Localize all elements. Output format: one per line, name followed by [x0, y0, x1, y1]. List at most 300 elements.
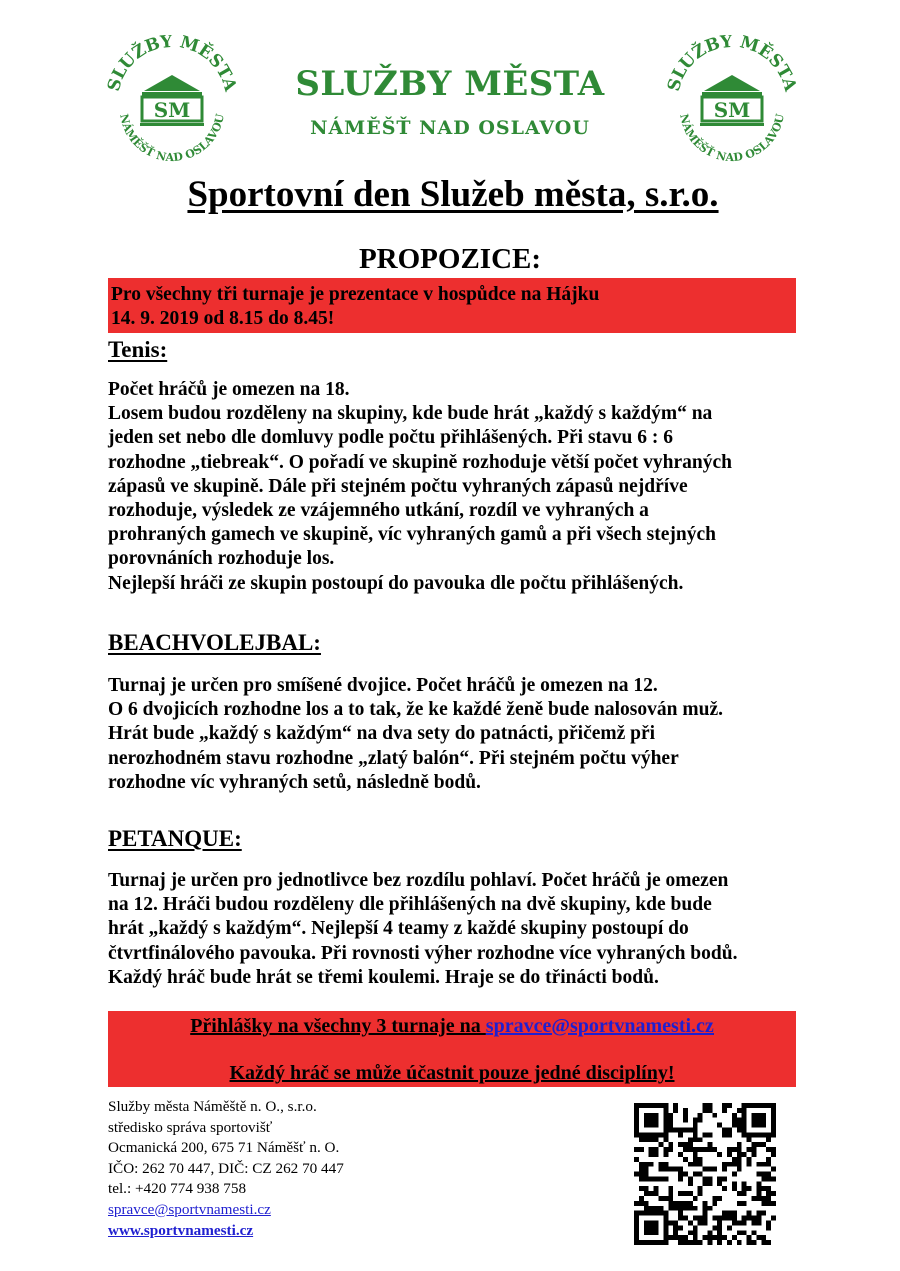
- qr-module: [658, 1196, 663, 1201]
- qr-module: [683, 1118, 688, 1123]
- logo-emblem-icon: [106, 35, 238, 167]
- qr-module: [722, 1186, 727, 1191]
- qr-module: [683, 1113, 688, 1118]
- qr-module: [654, 1186, 659, 1191]
- qr-module: [683, 1206, 688, 1211]
- qr-module: [703, 1181, 708, 1186]
- qr-module: [678, 1191, 683, 1196]
- qr-module: [678, 1152, 683, 1157]
- qr-module: [752, 1147, 757, 1152]
- qr-module: [712, 1113, 717, 1118]
- qr-module: [649, 1123, 654, 1128]
- qr-module: [756, 1123, 761, 1128]
- qr-module: [654, 1152, 659, 1157]
- qr-module: [654, 1137, 659, 1142]
- qr-module: [663, 1132, 668, 1137]
- qr-module: [644, 1225, 649, 1230]
- qr-module: [688, 1147, 693, 1152]
- qr-module: [663, 1216, 668, 1221]
- qr-module: [678, 1235, 683, 1240]
- qr-module: [693, 1118, 698, 1123]
- qr-module: [658, 1206, 663, 1211]
- qr-module: [752, 1103, 757, 1108]
- qr-module: [644, 1118, 649, 1123]
- qr-module: [698, 1186, 703, 1191]
- qr-module: [752, 1196, 757, 1201]
- qr-module: [698, 1172, 703, 1177]
- qr-module: [678, 1206, 683, 1211]
- qr-module: [722, 1132, 727, 1137]
- qr-module: [663, 1211, 668, 1216]
- qr-module: [644, 1167, 649, 1172]
- qr-module: [678, 1201, 683, 1206]
- brand-title: SLUŽBY MĚSTA: [295, 64, 605, 104]
- qr-module: [634, 1113, 639, 1118]
- qr-module: [756, 1216, 761, 1221]
- qr-module: [658, 1211, 663, 1216]
- qr-module: [707, 1176, 712, 1181]
- qr-module: [756, 1211, 761, 1216]
- qr-module: [727, 1132, 732, 1137]
- qr-module: [766, 1137, 771, 1142]
- qr-module: [663, 1225, 668, 1230]
- qr-module: [649, 1176, 654, 1181]
- qr-module: [668, 1123, 673, 1128]
- qr-module: [678, 1225, 683, 1230]
- qr-module: [693, 1206, 698, 1211]
- qr-module: [668, 1201, 673, 1206]
- qr-module: [722, 1103, 727, 1108]
- qr-module: [766, 1162, 771, 1167]
- qr-module: [658, 1167, 663, 1172]
- qr-module: [668, 1118, 673, 1123]
- qr-module: [732, 1235, 737, 1240]
- qr-module: [634, 1132, 639, 1137]
- qr-module: [644, 1137, 649, 1142]
- qr-module: [752, 1132, 757, 1137]
- qr-module: [668, 1221, 673, 1226]
- qr-module: [747, 1216, 752, 1221]
- qr-module: [658, 1176, 663, 1181]
- qr-module: [639, 1162, 644, 1167]
- qr-module: [742, 1201, 747, 1206]
- qr-module: [756, 1221, 761, 1226]
- logo-left: [106, 35, 238, 167]
- qr-module: [722, 1162, 727, 1167]
- qr-module: [761, 1103, 766, 1108]
- qr-module: [712, 1147, 717, 1152]
- qr-code-icon: [634, 1103, 776, 1245]
- qr-code[interactable]: [634, 1103, 776, 1245]
- contact-block: [108, 1097, 344, 1241]
- qr-module: [761, 1235, 766, 1240]
- qr-module: [752, 1240, 757, 1245]
- qr-module: [756, 1181, 761, 1186]
- qr-module: [742, 1127, 747, 1132]
- qr-module: [663, 1196, 668, 1201]
- qr-module: [634, 1157, 639, 1162]
- contact-web-link[interactable]: www.sportvnamesti.cz: [108, 1221, 254, 1239]
- contact-phone: tel.: +420 774 938 758: [108, 1180, 247, 1198]
- qr-module: [634, 1230, 639, 1235]
- qr-module: [634, 1216, 639, 1221]
- qr-module: [756, 1196, 761, 1201]
- qr-module: [722, 1108, 727, 1113]
- qr-module: [698, 1113, 703, 1118]
- qr-module: [698, 1137, 703, 1142]
- qr-module: [737, 1230, 742, 1235]
- qr-module: [737, 1167, 742, 1172]
- qr-module: [737, 1201, 742, 1206]
- text-line: Turnaj je určen pro jednotlivce bez rozdílu pohlaví. Počet hráčů je omezen: [108, 870, 729, 891]
- qr-module: [732, 1123, 737, 1128]
- qr-module: [761, 1240, 766, 1245]
- qr-module: [668, 1127, 673, 1132]
- qr-module: [654, 1211, 659, 1216]
- qr-module: [673, 1230, 678, 1235]
- qr-module: [771, 1191, 776, 1196]
- qr-module: [732, 1118, 737, 1123]
- qr-module: [654, 1221, 659, 1226]
- qr-module: [747, 1157, 752, 1162]
- section-heading-petanque: PETANQUE:: [108, 826, 242, 851]
- contact-email-link[interactable]: spravce@sportvnamesti.cz: [108, 1200, 271, 1218]
- text-line: O 6 dvojicích rozhodne los a to tak, že ke každé ženě bude nalosován muž.: [108, 699, 723, 721]
- qr-module: [668, 1206, 673, 1211]
- qr-module: [698, 1157, 703, 1162]
- qr-module: [673, 1127, 678, 1132]
- registration-notice: [108, 278, 796, 333]
- qr-module: [703, 1108, 708, 1113]
- qr-module: [678, 1176, 683, 1181]
- qr-module: [742, 1186, 747, 1191]
- qr-module: [649, 1113, 654, 1118]
- qr-module: [663, 1137, 668, 1142]
- qr-module: [732, 1211, 737, 1216]
- qr-module: [761, 1186, 766, 1191]
- qr-module: [737, 1191, 742, 1196]
- contact-address: Ocmanická 200, 675 71 Náměšť n. O.: [108, 1139, 340, 1157]
- qr-module: [742, 1103, 747, 1108]
- qr-module: [761, 1118, 766, 1123]
- qr-module: [663, 1127, 668, 1132]
- qr-module: [693, 1216, 698, 1221]
- qr-module: [663, 1103, 668, 1108]
- qr-module: [688, 1191, 693, 1196]
- qr-module: [644, 1191, 649, 1196]
- qr-module: [717, 1152, 722, 1157]
- qr-module: [732, 1181, 737, 1186]
- qr-module: [678, 1240, 683, 1245]
- qr-module: [668, 1196, 673, 1201]
- qr-module: [752, 1230, 757, 1235]
- svg-text:SM: SM: [153, 98, 191, 122]
- qr-module: [693, 1235, 698, 1240]
- qr-module: [737, 1240, 742, 1245]
- qr-module: [717, 1221, 722, 1226]
- qr-module: [761, 1176, 766, 1181]
- qr-module: [742, 1123, 747, 1128]
- text-line: jeden set nebo dle domluvy podle počtu přihlášených. Při stavu 6 : 6: [108, 427, 673, 449]
- qr-module: [722, 1127, 727, 1132]
- qr-module: [737, 1108, 742, 1113]
- qr-module: [688, 1142, 693, 1147]
- svg-text:NÁMĚŠŤ NAD OSLAVOU: NÁMĚŠŤ NAD OSLAVOU: [677, 112, 787, 165]
- qr-module: [742, 1118, 747, 1123]
- qr-module: [683, 1147, 688, 1152]
- qr-module: [649, 1221, 654, 1226]
- svg-text:SLUŽBY MĚSTA: SLUŽBY MĚSTA: [666, 35, 798, 94]
- qr-module: [752, 1123, 757, 1128]
- qr-module: [747, 1240, 752, 1245]
- qr-module: [771, 1176, 776, 1181]
- qr-module: [707, 1181, 712, 1186]
- qr-module: [712, 1167, 717, 1172]
- qr-module: [761, 1172, 766, 1177]
- qr-module: [688, 1240, 693, 1245]
- qr-module: [707, 1142, 712, 1147]
- text-line: Každý hráč bude hrát se třemi koulemi. Hraje se do třinácti bodů.: [108, 966, 659, 988]
- qr-module: [649, 1137, 654, 1142]
- qr-module: [766, 1201, 771, 1206]
- qr-module: [649, 1230, 654, 1235]
- qr-module: [663, 1108, 668, 1113]
- qr-module: [688, 1181, 693, 1186]
- qr-module: [639, 1211, 644, 1216]
- qr-module: [644, 1211, 649, 1216]
- qr-module: [766, 1147, 771, 1152]
- qr-module: [644, 1172, 649, 1177]
- qr-module: [771, 1108, 776, 1113]
- qr-module: [737, 1118, 742, 1123]
- text-line: porovnáních rozhoduje los.: [108, 548, 335, 570]
- qr-module: [683, 1127, 688, 1132]
- qr-module: [654, 1225, 659, 1230]
- section-heading-tenis: Tenis:: [108, 337, 168, 362]
- qr-module: [634, 1225, 639, 1230]
- svg-text:NÁMĚŠŤ NAD OSLAVOU: NÁMĚŠŤ NAD OSLAVOU: [117, 112, 227, 165]
- qr-module: [771, 1132, 776, 1137]
- qr-module: [668, 1147, 673, 1152]
- qr-module: [747, 1132, 752, 1137]
- qr-module: [732, 1113, 737, 1118]
- qr-module: [703, 1147, 708, 1152]
- qr-module: [634, 1123, 639, 1128]
- qr-module: [663, 1113, 668, 1118]
- qr-module: [683, 1191, 688, 1196]
- qr-module: [683, 1157, 688, 1162]
- qr-module: [668, 1113, 673, 1118]
- text-line: rozhodne „tiebreak“. O pořadí ve skupině rozhoduje větší počet vyhraných: [108, 451, 733, 473]
- qr-module: [634, 1235, 639, 1240]
- qr-module: [644, 1186, 649, 1191]
- text-line: Losem budou rozděleny na skupiny, kde bude hrát „každý s každým“ na: [108, 403, 713, 425]
- qr-module: [693, 1137, 698, 1142]
- registration-text: Přihlášky na všechny 3 turnaje na: [190, 1015, 486, 1037]
- qr-module: [663, 1176, 668, 1181]
- qr-module: [654, 1147, 659, 1152]
- qr-module: [737, 1147, 742, 1152]
- qr-module: [634, 1118, 639, 1123]
- qr-module: [703, 1132, 708, 1137]
- qr-module: [639, 1132, 644, 1137]
- qr-module: [663, 1123, 668, 1128]
- qr-module: [644, 1103, 649, 1108]
- qr-module: [688, 1206, 693, 1211]
- qr-module: [722, 1176, 727, 1181]
- qr-module: [766, 1191, 771, 1196]
- qr-module: [673, 1221, 678, 1226]
- qr-module: [649, 1240, 654, 1245]
- qr-module: [707, 1103, 712, 1108]
- qr-module: [717, 1123, 722, 1128]
- qr-module: [717, 1196, 722, 1201]
- qr-module: [766, 1225, 771, 1230]
- qr-module: [707, 1230, 712, 1235]
- registration-email-link[interactable]: spravce@sportvnamesti.cz: [485, 1015, 714, 1037]
- qr-module: [693, 1240, 698, 1245]
- qr-module: [761, 1196, 766, 1201]
- qr-module: [752, 1152, 757, 1157]
- qr-module: [654, 1240, 659, 1245]
- qr-module: [658, 1142, 663, 1147]
- qr-module: [761, 1162, 766, 1167]
- qr-module: [644, 1162, 649, 1167]
- qr-module: [654, 1123, 659, 1128]
- qr-module: [707, 1147, 712, 1152]
- qr-module: [707, 1132, 712, 1137]
- qr-module: [673, 1206, 678, 1211]
- qr-module: [752, 1142, 757, 1147]
- qr-module: [727, 1162, 732, 1167]
- text-line: Počet hráčů je omezen na 18.: [108, 379, 350, 400]
- qr-module: [727, 1127, 732, 1132]
- qr-module: [693, 1157, 698, 1162]
- qr-module: [727, 1240, 732, 1245]
- qr-module: [727, 1103, 732, 1108]
- qr-module: [673, 1225, 678, 1230]
- qr-module: [644, 1176, 649, 1181]
- qr-module: [639, 1176, 644, 1181]
- section-heading-beach: BEACHVOLEJBAL:: [108, 630, 321, 655]
- text-line: Hrát bude „každý s každým“ na dva sety do patnácti, přičemž při: [108, 723, 656, 745]
- qr-module: [742, 1181, 747, 1186]
- qr-module: [668, 1142, 673, 1147]
- qr-module: [644, 1123, 649, 1128]
- qr-module: [703, 1221, 708, 1226]
- qr-module: [742, 1132, 747, 1137]
- qr-module: [742, 1113, 747, 1118]
- qr-module: [649, 1206, 654, 1211]
- qr-module: [717, 1216, 722, 1221]
- qr-module: [649, 1191, 654, 1196]
- qr-module: [712, 1235, 717, 1240]
- qr-module: [634, 1240, 639, 1245]
- qr-module: [742, 1216, 747, 1221]
- qr-module: [756, 1162, 761, 1167]
- qr-module: [698, 1162, 703, 1167]
- qr-module: [737, 1123, 742, 1128]
- qr-module: [698, 1221, 703, 1226]
- qr-module: [634, 1221, 639, 1226]
- svg-text:SM: SM: [713, 98, 751, 122]
- registration-box: [108, 1011, 796, 1087]
- qr-module: [752, 1118, 757, 1123]
- qr-module: [761, 1142, 766, 1147]
- qr-module: [707, 1206, 712, 1211]
- qr-module: [634, 1201, 639, 1206]
- qr-module: [693, 1147, 698, 1152]
- qr-module: [663, 1118, 668, 1123]
- qr-module: [663, 1167, 668, 1172]
- qr-module: [742, 1191, 747, 1196]
- qr-module: [663, 1221, 668, 1226]
- qr-module: [658, 1132, 663, 1137]
- qr-module: [639, 1103, 644, 1108]
- qr-module: [712, 1196, 717, 1201]
- qr-module: [639, 1172, 644, 1177]
- qr-module: [771, 1147, 776, 1152]
- qr-module: [634, 1108, 639, 1113]
- page-subtitle: PROPOZICE:: [358, 243, 542, 275]
- qr-module: [663, 1235, 668, 1240]
- qr-module: [658, 1240, 663, 1245]
- notice-line: 14. 9. 2019 od 8.15 do 8.45!: [111, 308, 335, 329]
- registration-line: [108, 1015, 796, 1038]
- contact-ids: IČO: 262 70 447, DIČ: CZ 262 70 447: [108, 1159, 344, 1177]
- qr-module: [698, 1118, 703, 1123]
- qr-module: [688, 1162, 693, 1167]
- qr-module: [747, 1186, 752, 1191]
- qr-module: [673, 1108, 678, 1113]
- text-line: Nejlepší hráči ze skupin postoupí do pavouka dle počtu přihlášených.: [108, 572, 684, 594]
- qr-module: [688, 1221, 693, 1226]
- qr-module: [761, 1123, 766, 1128]
- qr-module: [771, 1216, 776, 1221]
- qr-module: [693, 1152, 698, 1157]
- qr-module: [639, 1147, 644, 1152]
- brand-subtitle: NÁMĚŠŤ NAD OSLAVOU: [310, 117, 590, 139]
- qr-module: [634, 1211, 639, 1216]
- qr-module: [727, 1147, 732, 1152]
- qr-module: [678, 1211, 683, 1216]
- qr-module: [683, 1108, 688, 1113]
- qr-module: [717, 1181, 722, 1186]
- qr-module: [639, 1240, 644, 1245]
- qr-module: [766, 1172, 771, 1177]
- qr-module: [771, 1152, 776, 1157]
- qr-module: [712, 1216, 717, 1221]
- qr-module: [644, 1132, 649, 1137]
- qr-module: [644, 1113, 649, 1118]
- qr-module: [688, 1127, 693, 1132]
- qr-module: [747, 1103, 752, 1108]
- qr-module: [693, 1172, 698, 1177]
- qr-module: [644, 1206, 649, 1211]
- qr-module: [727, 1152, 732, 1157]
- qr-module: [698, 1191, 703, 1196]
- qr-module: [688, 1201, 693, 1206]
- qr-module: [722, 1211, 727, 1216]
- qr-module: [727, 1216, 732, 1221]
- qr-module: [771, 1127, 776, 1132]
- qr-module: [654, 1103, 659, 1108]
- qr-module: [766, 1196, 771, 1201]
- qr-module: [683, 1201, 688, 1206]
- qr-module: [678, 1172, 683, 1177]
- qr-module: [707, 1167, 712, 1172]
- qr-module: [752, 1216, 757, 1221]
